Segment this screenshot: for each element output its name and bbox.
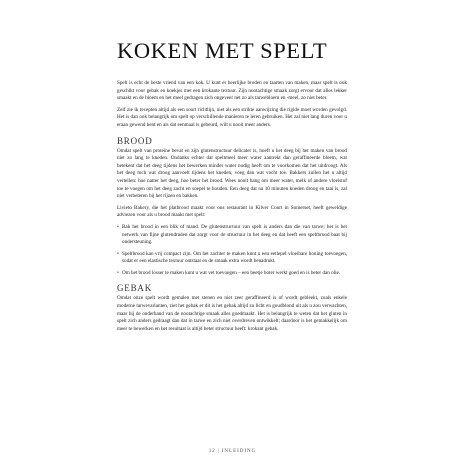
section-heading-brood: BROOD xyxy=(117,135,153,146)
footer-separator: | xyxy=(217,449,220,454)
brood-paragraph-1: Omdat spelt van proteïne bevat en zijn glutenstructuur delicater is, hoeft u het deeg bij het maken van brood niet zo lang te kneden. Ondanks echter dat speltmeel meer water aantrekt dan geraffineerde bloem, wat betekent dat het deeg tijdens het bewerken minder water nodig heeft om te voorkomen dat het uitdroogt. Als het deeg toch wat droog aanvoelt tijdens het kneden, voeg dan wat vocht toe. Bakkers zullen het u altijd vertellen: hoe natter het deeg, hoe beter het brood. Wees nooit bang om meer water, melk of andere vloeistof toe te voegen om het deeg zacht en soepel te houden. Een deeg dat na 10 minuten kneden droog en taai is, zal niet verbeteren bij het rijzen en bakken. xyxy=(117,147,347,200)
page-title: KOKEN MET SPELT xyxy=(117,38,328,63)
section-name: INLEIDING xyxy=(221,449,257,454)
page-number: 12 xyxy=(208,449,216,454)
section-heading-gebak: GEBAK xyxy=(117,283,152,294)
list-item: • Speltbrood kan vrij compact zijn. Om het zachter te maken kunt u een eetlepel vloeibare honing toevoegen, sodat er een elastische textuur ontstaat en de smaak extra wordt benadrukt. xyxy=(117,251,347,266)
brood-tips-list xyxy=(117,224,347,278)
list-item: • Bak het brood in een blik of mand. De glutenstructuur van spelt is anders dan die van tarwe; het is het netwerk van fijne glutendraden dat zorgt voor de structuur in het deeg en dat heeft een speltbrood baat bij ondersteuning. xyxy=(117,224,347,247)
page-footer xyxy=(0,449,465,454)
intro-paragraph-2: Zelf zie ik recepten altijd als een soort richtlijn, niet als een strikte aanwijzing die rigide moet worden gevolgd. Het is dan ook belangrijk om spelt op verschillende manieren te leren gebruiken. Het zal niet lang duren voor u eraan gewend bent en als dat eenmaal is gebeurd, wilt u nooit meer anders. xyxy=(117,106,347,128)
brood-paragraph-2: Livieto Bakery, die het platbrood maakt voor ons restaurant in Kilver Court in Somerset, heeft geweldige adviezen voor als u brood maakt met spelt: xyxy=(117,204,347,219)
list-item: • Om het brood losser te maken kunt u wat vet toevoegen – een beetje boter werkt goed en is beter dan olie. xyxy=(117,270,347,278)
gebak-paragraph-1: Omdat onze spelt wordt gemalen met stenen en niet zeer geraffineerd is of wordt gebleekt, zoals enkele moderne tarwevarianten, ziet het gebak er dit is het gebak altijd zo licht en goudblond uit als u zou verwachten, maar bij de onderhand van de nootachtige smaak alles goedmaakt. Het is belangrijk te weten dat het gluten in spelt zich anders gedraagt dan dat in tarwe en zich niet overdreven ontwikkelt; daardoor is het gemakkelijk om meer te bewerken en het resultaat is altijd beter structuur heeft: krokant gebak. xyxy=(117,295,347,332)
intro-paragraph-1: Spelt is echt de beste vriend van een kok. U kunt er heerlijke broden en taarten van maken, maar spelt is ook geschikt voor gebak en koekjes met een krokante textuur. Zijn nootachtige smaak zorgt ervoor dat alles lekker smaakt en de bloem en het meel gedragen zich ongeveer net zo als tarwebloem en -meel, zo niet beter. xyxy=(117,80,347,102)
